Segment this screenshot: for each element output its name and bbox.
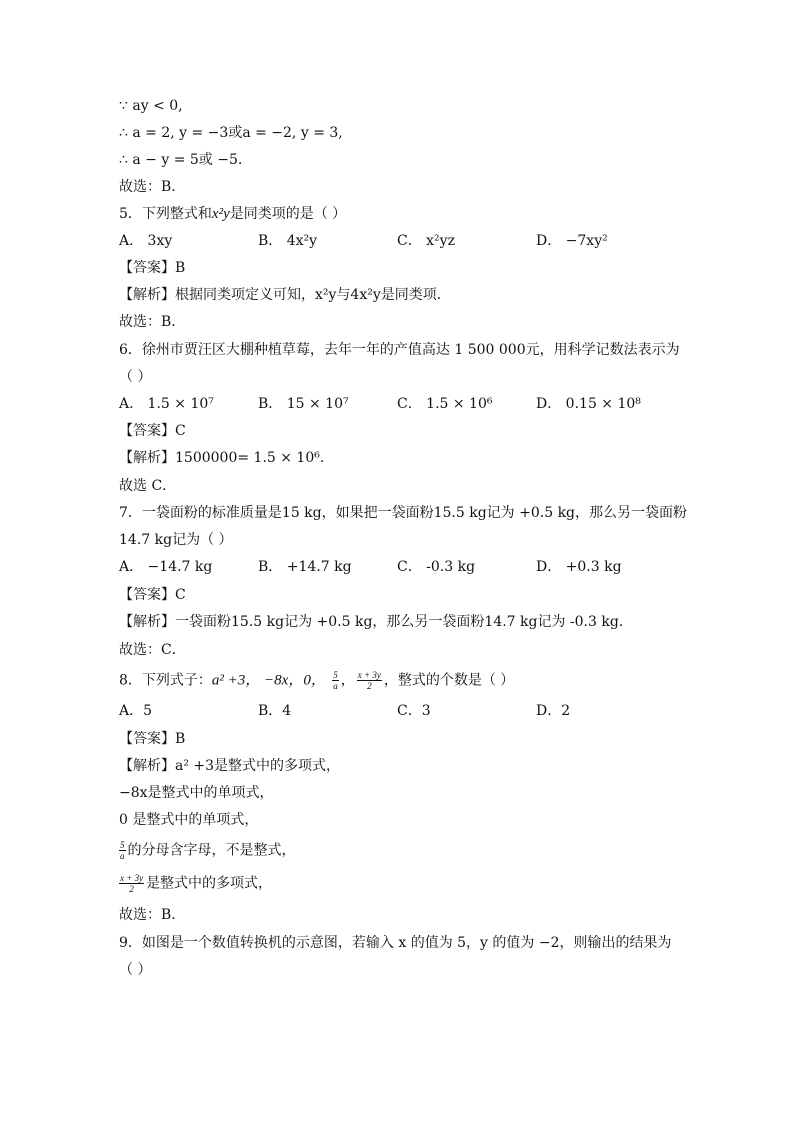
question-6-stem-cont: （ ）	[119, 369, 152, 385]
q5-option-a: A． 3xy	[119, 233, 173, 249]
question-5-stem	[119, 204, 346, 224]
text-line: ∴ a = 2, y = −3或a = −2, y = 3,	[119, 125, 343, 141]
q5-analysis: 【解析】根据同类项定义可知，x²y与4x²y是同类项．	[119, 287, 451, 303]
q8-analysis-1: 【解析】a² +3是整式中的多项式，	[119, 758, 341, 774]
q5-option-c: C． x²yz	[397, 233, 455, 249]
question-6-stem: 6．徐州市贾汪区大棚种植草莓，去年一年的产值高达 1 500 000元，用科学记数法表示为	[119, 342, 680, 358]
q8-expr1: a² +3， −8x，0，	[211, 672, 326, 689]
question-9-stem-cont: （ ）	[119, 962, 152, 978]
fraction-numerator: x + 3y	[120, 873, 144, 883]
q8-analysis-2: −8x是整式中的单项式，	[119, 785, 274, 801]
q8-option-c: C．3	[397, 703, 431, 719]
fraction-numerator: 5	[333, 670, 338, 680]
fraction-numerator: x + 3y	[357, 670, 381, 680]
text-line: ∵ ay < 0,	[119, 98, 183, 114]
q7-option-a: A． −14.7 kg	[119, 559, 213, 575]
q8-fraction-x-plus-3y-over-2	[357, 670, 382, 691]
q5-option-b: B． 4x²y	[258, 233, 318, 249]
fraction-denominator: 2	[129, 884, 134, 894]
q5-suffix: 是同类项的是（ ）	[229, 206, 347, 222]
q8-answer: 【答案】B	[119, 731, 186, 747]
fraction-numerator: 5	[120, 840, 125, 850]
q8-prefix: 8．下列式子：	[119, 672, 212, 689]
q7-option-d: D． +0.3 kg	[536, 559, 622, 575]
fraction-denominator: 2	[367, 681, 372, 691]
q7-analysis: 【解析】一袋面粉15.5 kg记为 +0.5 kg，那么另一袋面粉14.7 kg记为 -0.3 kg．	[119, 614, 633, 630]
q5-expr: x²y	[211, 206, 230, 222]
q8-fraction-5-over-a	[332, 670, 339, 691]
q8-analysis-5-text: 是整式中的多项式，	[146, 875, 273, 892]
q6-answer: 【答案】C	[119, 423, 186, 439]
q7-choice: 故选：C．	[119, 642, 186, 658]
q5-choice: 故选：B．	[119, 314, 186, 330]
q6-choice: 故选 C．	[119, 478, 177, 494]
q6-option-a: A． 1.5 × 10⁷	[119, 396, 214, 412]
q8-analysis-4	[119, 840, 296, 861]
q8-analysis-5	[119, 873, 272, 894]
fraction-denominator: a	[333, 681, 338, 691]
q8-suffix: ，整式的个数是（ ）	[383, 672, 515, 689]
q8-analysis-3: 0 是整式中的单项式，	[119, 812, 259, 828]
q8-option-a: A．5	[119, 703, 153, 719]
q5-option-d: D． −7xy²	[536, 233, 608, 249]
q8-option-d: D．2	[536, 703, 571, 719]
fraction-5-over-a	[119, 840, 126, 861]
q5-prefix: 5．下列整式和	[119, 206, 212, 222]
text-line: 故选：B．	[119, 179, 186, 195]
q6-option-b: B． 15 × 10⁷	[258, 396, 349, 412]
q8-choice: 故选：B．	[119, 907, 186, 923]
fraction-denominator: a	[120, 851, 125, 861]
text-line: ∴ a − y = 5或 −5.	[119, 152, 243, 168]
q7-option-b: B． +14.7 kg	[258, 559, 352, 575]
q6-analysis: 【解析】1500000= 1.5 × 10⁶.	[119, 450, 325, 466]
q8-analysis-4-text: 的分母含字母，不是整式，	[127, 842, 296, 859]
fraction-x-plus-3y-over-2	[119, 873, 144, 894]
q5-answer: 【答案】B	[119, 260, 186, 276]
q7-answer: 【答案】C	[119, 587, 186, 603]
question-9-stem: 9．如图是一个数值转换机的示意图，若输入 x 的值为 5，y 的值为 −2，则输出的结果为	[119, 935, 672, 951]
question-8-stem: 8．下列式子：a² +3， −8x，0， $\frac{5}{a}$ ， $\frac{x + 3y}{2}$ ，整式的个数是（ ）	[119, 670, 515, 691]
q8-option-b: B．4	[258, 703, 292, 719]
q7-option-c: C． -0.3 kg	[397, 559, 476, 575]
q6-option-d: D． 0.15 × 10⁸	[536, 396, 641, 412]
question-7-stem-cont: 14.7 kg记为（ ）	[119, 532, 233, 548]
question-7-stem: 7．一袋面粉的标准质量是15 kg，如果把一袋面粉15.5 kg记为 +0.5 kg，那么另一袋面粉	[119, 505, 688, 521]
q6-option-c: C． 1.5 × 10⁶	[397, 396, 493, 412]
